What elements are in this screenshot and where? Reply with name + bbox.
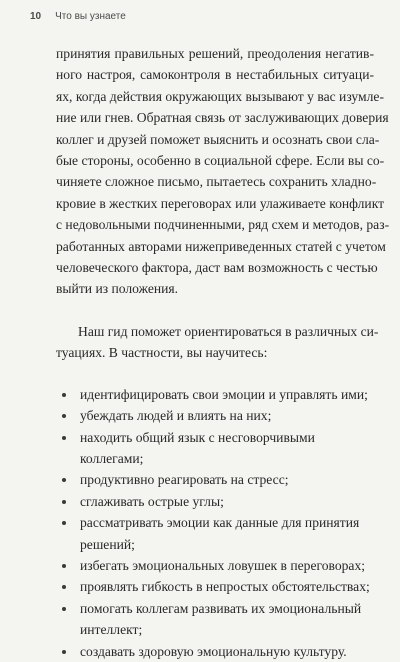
bullet-icon xyxy=(62,414,66,418)
list-item: продуктивно реагировать на стресс; xyxy=(56,469,374,490)
bullet-icon xyxy=(62,393,66,397)
bullet-icon xyxy=(62,521,66,525)
text-line: ного настроя, самоконтроля в нестабильных ситуаци- xyxy=(56,67,374,83)
text-line: выйти из положения. xyxy=(56,281,179,297)
bullet-icon xyxy=(62,500,66,504)
bullet-icon xyxy=(62,564,66,568)
bullet-icon xyxy=(62,607,66,611)
bullet-icon xyxy=(62,478,66,482)
bullet-icon xyxy=(62,650,66,654)
text-line: бые стороны, особенно в социальной сфере. Если вы со- xyxy=(56,153,385,169)
body-text xyxy=(56,43,390,662)
list-item: рассматривать эмоции как данные для принятия решений; xyxy=(56,512,374,555)
text-line: кровие в жестких переговорах или улаживаете конфликт xyxy=(56,195,385,211)
list-item: убеждать людей и влиять на них; xyxy=(56,405,374,426)
text-line: работанных авторами нижеприведенных статей с учетом xyxy=(56,238,386,254)
list-item: идентифицировать свои эмоции и управлять ими; xyxy=(56,384,374,405)
paragraph-1 xyxy=(56,43,390,300)
running-title: Что вы узнаете xyxy=(55,10,126,22)
text-line: принятия правильных решений, преодоления негатив- xyxy=(56,46,374,61)
text-line: туациях. В частности, вы научитесь: xyxy=(56,345,268,361)
text-line: Наш гид поможет ориентироваться в различных си- xyxy=(78,323,379,339)
bullet-icon xyxy=(62,436,66,440)
text-line: коллег и друзей поможет выяснить и осознать свои сла- xyxy=(56,131,380,147)
list-item: сглаживать острые углы; xyxy=(56,491,374,512)
paragraph-2 xyxy=(56,321,379,364)
text-line: ние или гнев. Обратная связь от заслуживающих доверия xyxy=(56,110,389,126)
text-line: человеческого фактора, даст вам возможность с честью xyxy=(56,260,378,276)
page-header xyxy=(30,9,126,23)
text-line: с недовольными подчиненными, ряд схем и методов, раз- xyxy=(56,217,390,233)
text-line: чиняете сложное письмо, пытаетесь сохранить хладно- xyxy=(56,174,377,190)
list-item: создавать здоровую эмоциональную культуру. xyxy=(56,641,374,662)
page-number: 10 xyxy=(30,10,42,22)
text-line: ях, когда действия окружающих вызывают у вас изумле- xyxy=(56,88,384,104)
bullet-icon xyxy=(62,585,66,589)
list-item: находить общий язык с несговорчивыми коллегами; xyxy=(56,427,374,470)
list-item: проявлять гибкость в непростых обстоятельствах; xyxy=(56,576,374,597)
list-item: избегать эмоциональных ловушек в переговорах; xyxy=(56,555,374,576)
list-item: помогать коллегам развивать их эмоциональный интеллект; xyxy=(56,598,374,641)
skills-list xyxy=(56,384,374,662)
